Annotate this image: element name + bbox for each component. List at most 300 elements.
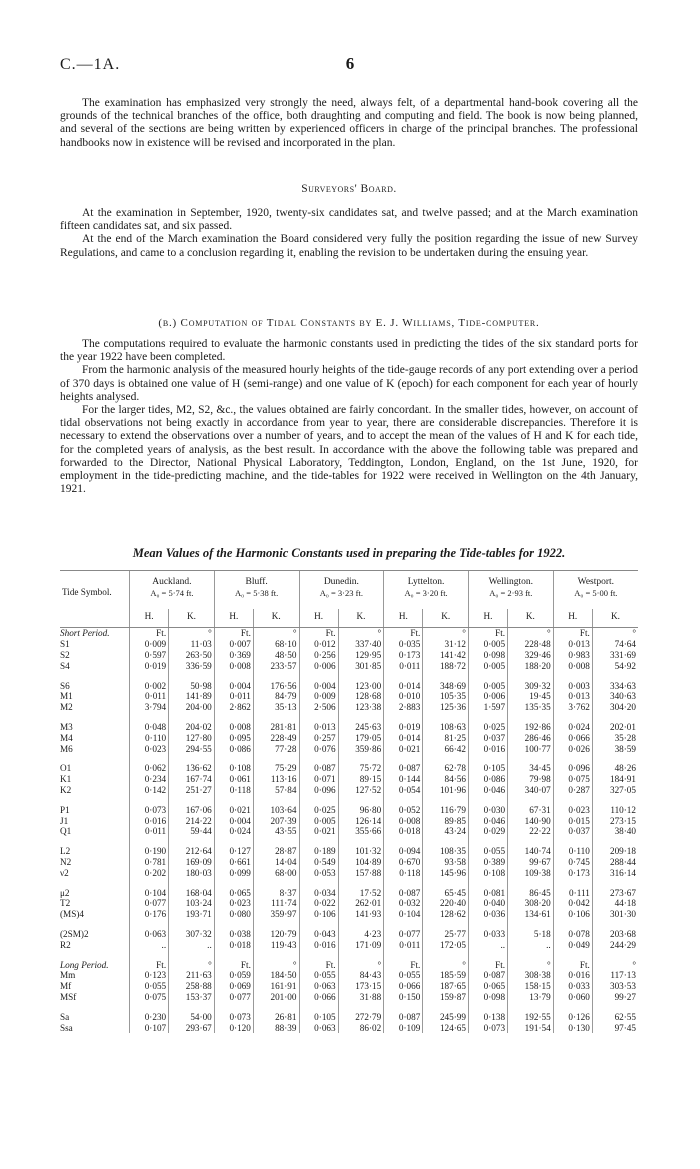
unit-label: ° (508, 628, 554, 639)
h-value: 0·055 (468, 837, 507, 857)
k-value: 116·79 (423, 796, 469, 816)
k-value: 207·39 (253, 816, 299, 827)
k-value: 286·46 (508, 733, 554, 744)
period-label: Long Period. (60, 959, 109, 970)
h-value: 0·110 (553, 837, 592, 857)
h-value: 0·029 (468, 826, 507, 837)
k-value: 140·74 (508, 837, 554, 857)
h-column-header: H. (130, 609, 169, 628)
k-value: 89·15 (338, 774, 384, 785)
k-value: 11·03 (169, 639, 215, 650)
k-value: 262·01 (338, 898, 384, 909)
table-row (60, 920, 638, 940)
k-value: 168·04 (169, 879, 215, 899)
h-value: 0·007 (214, 639, 253, 650)
h-value: 0·013 (299, 713, 338, 733)
tide-symbol: Mm (60, 970, 76, 981)
k-value: 214·22 (169, 816, 215, 827)
h-value: 0·077 (214, 992, 253, 1003)
h-value: 0·008 (384, 816, 423, 827)
h-value: 0·256 (299, 650, 338, 661)
h-value: 0·745 (553, 857, 592, 868)
h-value: 0·104 (384, 909, 423, 920)
tide-symbol: K1 (60, 774, 72, 785)
tide-symbol: P1 (60, 804, 70, 815)
k-value: 100·77 (508, 744, 554, 755)
h-value: 0·059 (214, 970, 253, 981)
table-row (60, 992, 638, 1003)
k-column-header: K. (423, 609, 469, 628)
h-value: 0·021 (214, 796, 253, 816)
h-value: 0·549 (299, 857, 338, 868)
unit-label: ° (338, 628, 384, 639)
table-row (60, 702, 638, 713)
k-value: 4·23 (338, 920, 384, 940)
k-value: 359·97 (253, 909, 299, 920)
h-value: 0·150 (384, 992, 423, 1003)
h-value: 0·011 (130, 826, 169, 837)
tide-symbol-header: Tide Symbol. (60, 571, 130, 609)
h-value: 0·035 (384, 639, 423, 650)
k-value: 93·58 (423, 857, 469, 868)
h-value: 0·012 (299, 639, 338, 650)
k-value: 108·35 (423, 837, 469, 857)
h-value: 0·016 (553, 970, 592, 981)
k-value: 97·45 (592, 1023, 638, 1034)
k-value: 31·88 (338, 992, 384, 1003)
paragraph-computations (60, 338, 638, 496)
h-value: 0·018 (384, 826, 423, 837)
h-value: 0·190 (130, 837, 169, 857)
table-row (60, 837, 638, 857)
h-value: 0·006 (299, 661, 338, 672)
table-row (60, 733, 638, 744)
h-value: 0·033 (468, 920, 507, 940)
k-value: 141·93 (338, 909, 384, 920)
h-value: 0·048 (130, 713, 169, 733)
h-value: 0·066 (553, 733, 592, 744)
unit-label: Ft. (130, 628, 169, 639)
station-name: Auckland. (130, 571, 215, 588)
h-value: 0·025 (468, 713, 507, 733)
k-value: 105·35 (423, 691, 469, 702)
k-value: 8·37 (253, 879, 299, 899)
h-value: 0·004 (214, 816, 253, 827)
k-value: 263·50 (169, 650, 215, 661)
h-value: 0·096 (553, 754, 592, 774)
h-value: 0·123 (130, 970, 169, 981)
h-value: 0·118 (384, 868, 423, 879)
h-value: 0·173 (384, 650, 423, 661)
h-value: 0·036 (468, 909, 507, 920)
k-value: 209·18 (592, 837, 638, 857)
h-value: 0·389 (468, 857, 507, 868)
unit-label: Ft. (214, 951, 253, 971)
h-value: 0·109 (384, 1023, 423, 1034)
k-value: 22·22 (508, 826, 554, 837)
h-value: 0·055 (384, 970, 423, 981)
h-value: 0·073 (130, 796, 169, 816)
tide-symbol: J1 (60, 815, 69, 826)
h-column-header: H. (384, 609, 423, 628)
k-value: 228·48 (508, 639, 554, 650)
h-value: 0·004 (214, 672, 253, 692)
h-value: 0·011 (130, 691, 169, 702)
k-value: 13·79 (508, 992, 554, 1003)
h-value: 0·076 (299, 744, 338, 755)
k-value: 188·20 (508, 661, 554, 672)
h-value: 0·597 (130, 650, 169, 661)
k-value: 204·02 (169, 713, 215, 733)
k-value: 128·62 (423, 909, 469, 920)
k-value: 202·01 (592, 713, 638, 733)
k-value: 89·85 (423, 816, 469, 827)
h-value: 0·075 (553, 774, 592, 785)
h-value: 0·013 (553, 691, 592, 702)
h-value: 0·173 (553, 868, 592, 879)
document-code: C.—1A. (60, 56, 121, 73)
h-value: 0·005 (468, 661, 507, 672)
k-value: 334·63 (592, 672, 638, 692)
h-value: 0·043 (299, 920, 338, 940)
h-value: 2·506 (299, 702, 338, 713)
k-value: 348·69 (423, 672, 469, 692)
h-value: 0·098 (468, 992, 507, 1003)
k-value: 157·88 (338, 868, 384, 879)
k-value: 359·86 (338, 744, 384, 755)
h-value: 0·042 (553, 898, 592, 909)
k-value: 272·79 (338, 1003, 384, 1023)
k-value: 258·88 (169, 981, 215, 992)
h-value: 0·021 (299, 826, 338, 837)
tide-symbol: O1 (60, 763, 72, 774)
tide-symbol: μ2 (60, 887, 70, 898)
h-value: 0·011 (384, 940, 423, 951)
h-value: 2·883 (384, 702, 423, 713)
tide-symbol: K2 (60, 784, 72, 795)
k-value: 193·71 (169, 909, 215, 920)
table-row (60, 909, 638, 920)
k-value: 28·87 (253, 837, 299, 857)
tide-symbol: S2 (60, 649, 70, 660)
table-row (60, 672, 638, 692)
h-value: 0·016 (468, 744, 507, 755)
unit-label: ° (253, 628, 299, 639)
station-name: Bluff. (214, 571, 299, 588)
k-value: 124·65 (423, 1023, 469, 1034)
harmonic-constants-table (60, 570, 638, 1033)
h-value: 0·095 (214, 733, 253, 744)
k-value: 44·18 (592, 898, 638, 909)
k-value: 66·42 (423, 744, 469, 755)
k-value: 244·29 (592, 940, 638, 951)
k-value: 228·49 (253, 733, 299, 744)
h-value: 0·009 (299, 691, 338, 702)
period-label-row (60, 951, 638, 971)
period-label-row (60, 628, 638, 639)
tide-symbol: S4 (60, 660, 70, 671)
h-column-header: H. (299, 609, 338, 628)
h-value: 0·016 (299, 940, 338, 951)
h-value: 0·008 (553, 661, 592, 672)
k-value: 167·06 (169, 796, 215, 816)
heading-text: (b.) Computation of Tidal Constants by E. J. Williams, Tide-computer. (158, 317, 540, 329)
h-value: 0·287 (553, 785, 592, 796)
h-value: 0·065 (468, 981, 507, 992)
paragraph-text: The examination has emphasized very strongly the need, always felt, of a departmental hand-book covering all the grounds of the technical branches of the office, both draughting and computing and field. The book is now being planned, and several of the sections are being written by experienced officers in charge of the principal branches. The professional handbooks now in existence will be revised and incorporated in the plan. (60, 97, 638, 149)
tide-symbol: Q1 (60, 826, 72, 837)
k-value: 136·62 (169, 754, 215, 774)
h-value: 0·023 (130, 744, 169, 755)
h-value: 0·104 (130, 879, 169, 899)
unit-label: Ft. (130, 951, 169, 971)
unit-label: Ft. (384, 951, 423, 971)
k-value: 88·39 (253, 1023, 299, 1034)
k-value: 184·50 (253, 970, 299, 981)
h-value: 0·118 (214, 785, 253, 796)
unit-label: Ft. (468, 951, 507, 971)
k-value: 140·90 (508, 816, 554, 827)
unit-label: Ft. (299, 951, 338, 971)
k-value: 251·27 (169, 785, 215, 796)
h-value: 0·096 (299, 785, 338, 796)
k-value: 57·84 (253, 785, 299, 796)
h-value: 0·022 (299, 898, 338, 909)
k-value: 158·15 (508, 981, 554, 992)
h-value: 3·762 (553, 702, 592, 713)
k-value: 111·74 (253, 898, 299, 909)
h-value: 0·077 (130, 898, 169, 909)
h-value: 0·008 (214, 661, 253, 672)
tide-symbol: L2 (60, 846, 71, 857)
h-value: 0·080 (214, 909, 253, 920)
h-value: 0·069 (214, 981, 253, 992)
k-value: 79·98 (508, 774, 554, 785)
page-header (60, 56, 640, 80)
k-value: 75·29 (253, 754, 299, 774)
k-value: 308·20 (508, 898, 554, 909)
h-value: 0·038 (214, 920, 253, 940)
k-value: 184·91 (592, 774, 638, 785)
h-value: 0·144 (384, 774, 423, 785)
h-value: 0·142 (130, 785, 169, 796)
k-value: 101·96 (423, 785, 469, 796)
k-value: 308·38 (508, 970, 554, 981)
station-name: Dunedin. (299, 571, 384, 588)
k-value: 104·89 (338, 857, 384, 868)
h-value: 0·202 (130, 868, 169, 879)
k-column-header: K. (253, 609, 299, 628)
k-value: 43·55 (253, 826, 299, 837)
h-value: 0·369 (214, 650, 253, 661)
k-value: 301·30 (592, 909, 638, 920)
h-value: 0·066 (384, 981, 423, 992)
h-value: 0·087 (384, 1003, 423, 1023)
h-column-header: H. (468, 609, 507, 628)
h-value: 0·661 (214, 857, 253, 868)
k-value: 86·02 (338, 1023, 384, 1034)
k-value: 54·92 (592, 661, 638, 672)
h-value: 0·138 (468, 1003, 507, 1023)
k-value: 176·56 (253, 672, 299, 692)
k-value: 309·32 (508, 672, 554, 692)
unit-label: ° (338, 951, 384, 971)
k-value: 281·81 (253, 713, 299, 733)
k-value: 212·64 (169, 837, 215, 857)
h-value: 0·040 (468, 898, 507, 909)
k-value: 316·14 (592, 868, 638, 879)
k-value: 141·89 (169, 691, 215, 702)
heading-text: Surveyors' Board. (301, 183, 397, 195)
h-value: 0·087 (384, 879, 423, 899)
k-value: 75·72 (338, 754, 384, 774)
h-value: 0·019 (384, 713, 423, 733)
table-row (60, 639, 638, 650)
table-row (60, 816, 638, 827)
page-number: 6 (345, 54, 355, 73)
table-row (60, 981, 638, 992)
k-value: 126·14 (338, 816, 384, 827)
h-value: 0·130 (553, 1023, 592, 1034)
k-value: 129·95 (338, 650, 384, 661)
h-value: 0·983 (553, 650, 592, 661)
k-value: 17·52 (338, 879, 384, 899)
k-value: 96·80 (338, 796, 384, 816)
k-value: 134·61 (508, 909, 554, 920)
table-row (60, 868, 638, 879)
tide-symbol: M1 (60, 691, 73, 702)
h-value: 0·052 (384, 796, 423, 816)
h-value: 0·108 (214, 754, 253, 774)
k-value: 188·72 (423, 661, 469, 672)
h-value: .. (130, 940, 169, 951)
h-value: 0·011 (214, 691, 253, 702)
k-value: 172·05 (423, 940, 469, 951)
h-value: 0·003 (553, 672, 592, 692)
h-value: 0·063 (130, 920, 169, 940)
h-value: 0·013 (553, 639, 592, 650)
h-value: 0·016 (130, 816, 169, 827)
paragraph-examinations (60, 207, 638, 260)
k-value: 161·91 (253, 981, 299, 992)
table-row (60, 744, 638, 755)
unit-label: Ft. (299, 628, 338, 639)
unit-label: ° (423, 951, 469, 971)
tide-symbol: S1 (60, 639, 70, 650)
unit-label: ° (508, 951, 554, 971)
tide-symbol: (MS)4 (60, 909, 84, 920)
tide-symbol: MSf (60, 991, 77, 1002)
k-value: 119·43 (253, 940, 299, 951)
h-value: 0·054 (384, 785, 423, 796)
h-value: 0·062 (130, 754, 169, 774)
table-row (60, 661, 638, 672)
k-value: 110·12 (592, 796, 638, 816)
h-value: 0·009 (130, 639, 169, 650)
h-value: 0·257 (299, 733, 338, 744)
h-value: 0·019 (130, 661, 169, 672)
k-value: 245·99 (423, 1003, 469, 1023)
unit-label: ° (253, 951, 299, 971)
k-value: 123·38 (338, 702, 384, 713)
h-column-header: H. (553, 609, 592, 628)
paragraph-text: At the end of the March examination the Board considered very fully the position regarding the issue of new Survey Regulations, and came to a conclusion regarding it, enabling the revision to be undertaken during the ensuing year. (60, 233, 638, 259)
unit-label: ° (592, 951, 638, 971)
k-value: 25·77 (423, 920, 469, 940)
h-value: .. (468, 940, 507, 951)
k-value: 293·67 (169, 1023, 215, 1034)
h-value: 0·063 (299, 1023, 338, 1034)
h-value: 0·024 (214, 826, 253, 837)
table-row (60, 940, 638, 951)
k-value: 204·00 (169, 702, 215, 713)
h-value: 0·014 (384, 672, 423, 692)
tide-symbol: Mf (60, 981, 72, 992)
k-value: 74·64 (592, 639, 638, 650)
k-value: 211·63 (169, 970, 215, 981)
unit-label: Ft. (384, 628, 423, 639)
h-value: 0·032 (384, 898, 423, 909)
k-value: 34·45 (508, 754, 554, 774)
tide-symbol: M6 (60, 743, 73, 754)
k-value: 167·74 (169, 774, 215, 785)
h-value: 0·071 (299, 774, 338, 785)
k-value: 127·52 (338, 785, 384, 796)
k-value: 38·59 (592, 744, 638, 755)
table-row (60, 826, 638, 837)
h-value: 0·077 (384, 920, 423, 940)
k-value: 159·87 (423, 992, 469, 1003)
k-value: 331·69 (592, 650, 638, 661)
k-value: 125·36 (423, 702, 469, 713)
h-value: 0·037 (468, 733, 507, 744)
table-row (60, 1023, 638, 1034)
h-value: 0·086 (468, 774, 507, 785)
k-value: 14·04 (253, 857, 299, 868)
k-value: 294·55 (169, 744, 215, 755)
unit-label: ° (423, 628, 469, 639)
k-value: 192·86 (508, 713, 554, 733)
h-value: 0·005 (299, 816, 338, 827)
k-value: 169·09 (169, 857, 215, 868)
h-value: 0·046 (468, 785, 507, 796)
h-value: 0·021 (384, 744, 423, 755)
k-value: 81·25 (423, 733, 469, 744)
k-value: 38·40 (592, 826, 638, 837)
h-value: 0·055 (130, 981, 169, 992)
h-value: 0·030 (468, 796, 507, 816)
h-value: 0·105 (299, 1003, 338, 1023)
h-value: 0·010 (384, 691, 423, 702)
period-label: Short Period. (60, 628, 110, 639)
unit-label: ° (169, 951, 215, 971)
h-value: 0·049 (553, 940, 592, 951)
k-value: 135·35 (508, 702, 554, 713)
tide-symbol: (2SM)2 (60, 928, 89, 939)
k-value: 48·50 (253, 650, 299, 661)
h-value: 0·087 (299, 754, 338, 774)
h-value: 0·106 (299, 909, 338, 920)
station-mean-level: A₀ = 3·20 ft. (384, 588, 469, 609)
paragraph-text: From the harmonic analysis of the measured hourly heights of the tide-gauge records of any port extending over a period of 370 days is obtained one value of H (semi-range) and one value of K (epoch) for each component for each year of hourly heights analysed. (60, 364, 638, 403)
k-value: 108·63 (423, 713, 469, 733)
k-value: 101·32 (338, 837, 384, 857)
h-value: 0·046 (468, 816, 507, 827)
tide-symbol: Ssa (60, 1022, 73, 1033)
table-row (60, 796, 638, 816)
tide-symbol: M2 (60, 702, 73, 713)
unit-label: Ft. (214, 628, 253, 639)
